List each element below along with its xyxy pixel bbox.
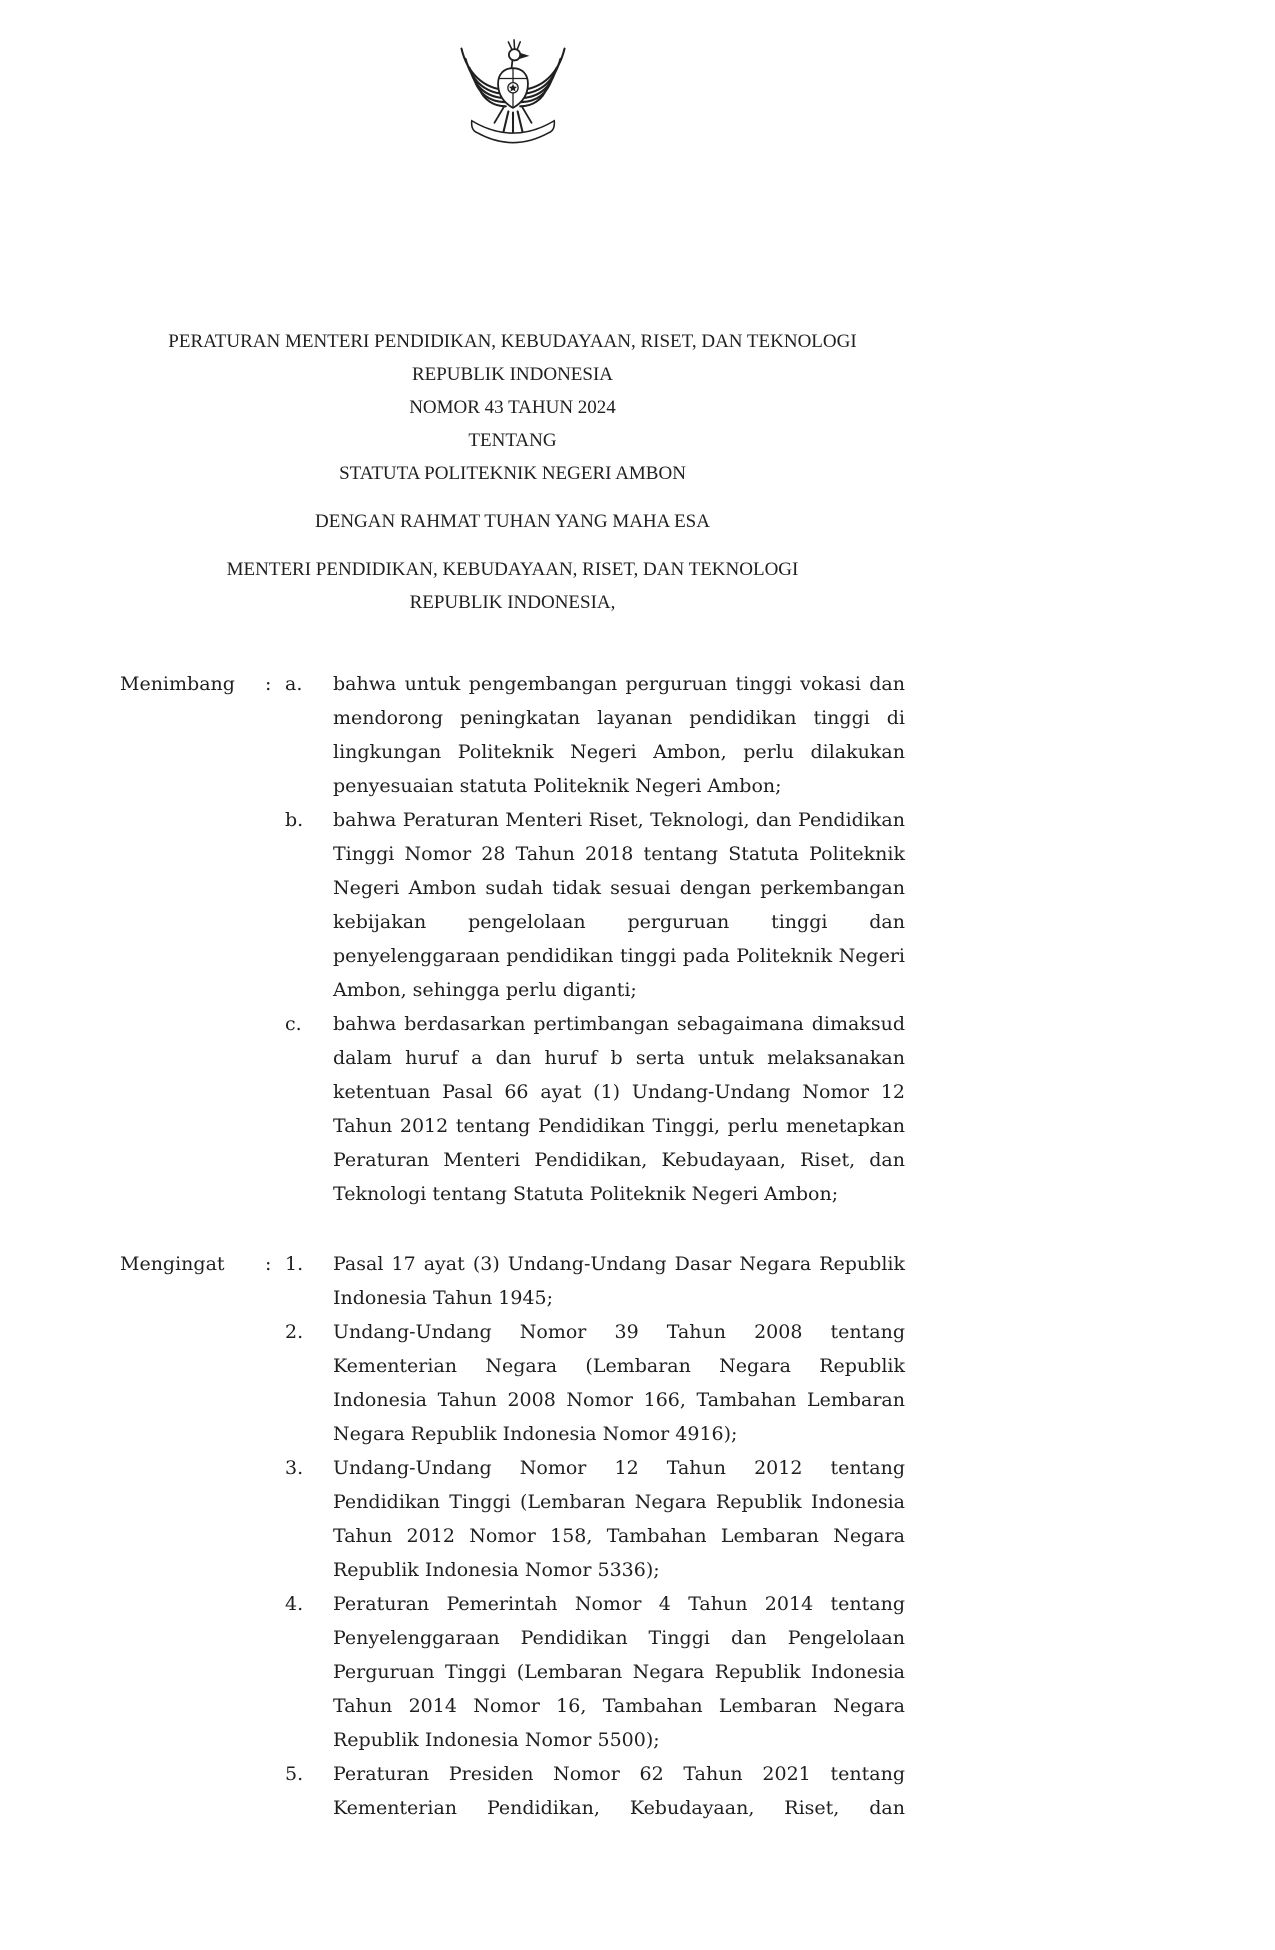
considering-section xyxy=(120,667,905,1211)
considering-colon: : xyxy=(265,673,272,695)
legal-basis-item-2 xyxy=(285,1315,905,1451)
considering-item-a xyxy=(285,667,905,803)
item-text: Peraturan Presiden Nomor 62 Tahun 2021 tentang Kementerian Pendidikan, Kebudayaan, Riset, dan xyxy=(333,1763,905,1819)
considering-item-b xyxy=(285,803,905,1007)
authority-block xyxy=(120,553,905,619)
legal-basis-item-5 xyxy=(285,1757,905,1825)
item-text: bahwa berdasarkan pertimbangan sebagaimana dimaksud dalam huruf a dan huruf b serta untuk melaksanakan ketentuan Pasal 66 ayat (1) Undang-Undang Nomor 12 Tahun 2012 tentang Pendidikan Tinggi, perlu menetapkan Peraturan Menteri Pendidikan, Kebudayaan, Riset, dan Teknologi tentang Statuta Politeknik Negeri Ambon; xyxy=(333,1013,905,1205)
item-text: Undang-Undang Nomor 39 Tahun 2008 tentang Kementerian Negara (Lembaran Negara Republik Indonesia Tahun 2008 Nomor 166, Tambahan Lembaran Negara Republik Indonesia Nomor 4916); xyxy=(333,1321,905,1445)
considering-item-c xyxy=(285,1007,905,1211)
item-text: Peraturan Pemerintah Nomor 4 Tahun 2014 tentang Penyelenggaraan Pendidikan Tinggi dan Pengelolaan Perguruan Tinggi (Lembaran Negara Republik Indonesia Tahun 2014 Nomor 16, Tambahan Lembaran Negara Republik Indonesia Nomor 5500); xyxy=(333,1593,905,1751)
item-text: bahwa Peraturan Menteri Riset, Teknologi, dan Pendidikan Tinggi Nomor 28 Tahun 2018 tentang Statuta Politeknik Negeri Ambon sudah tidak sesuai dengan perkembangan kebijakan pengelolaan perguruan tinggi dan penyelenggaraan pendidikan tinggi pada Politeknik Negeri Ambon, sehingga perlu diganti; xyxy=(333,809,905,1001)
authority-line-2: REPUBLIK INDONESIA, xyxy=(409,592,616,613)
item-text: Undang-Undang Nomor 12 Tahun 2012 tentang Pendidikan Tinggi (Lembaran Negara Republik Indonesia Tahun 2012 Nomor 158, Tambahan Lembaran Negara Republik Indonesia Nomor 5336); xyxy=(333,1457,905,1581)
legal-basis-item-3 xyxy=(285,1451,905,1587)
item-marker: 4. xyxy=(285,1593,304,1615)
item-marker: 2. xyxy=(285,1321,304,1343)
legal-basis-colon: : xyxy=(265,1253,272,1275)
item-text: Pasal 17 ayat (3) Undang-Undang Dasar Negara Republik Indonesia Tahun 1945; xyxy=(333,1253,905,1309)
garuda-pancasila-icon xyxy=(446,36,580,155)
authority-line-1: MENTERI PENDIDIKAN, KEBUDAYAAN, RISET, DAN TEKNOLOGI xyxy=(226,559,799,580)
legal-basis-item-1 xyxy=(285,1247,905,1315)
title-line-3: NOMOR 43 TAHUN 2024 xyxy=(409,397,616,418)
title-line-1: PERATURAN MENTERI PENDIDIKAN, KEBUDAYAAN, RISET, DAN TEKNOLOGI xyxy=(168,331,857,352)
title-line-2: REPUBLIK INDONESIA xyxy=(411,364,614,385)
document-content xyxy=(120,0,905,1825)
legal-basis-items xyxy=(285,1247,905,1825)
legal-basis-item-4 xyxy=(285,1587,905,1757)
item-marker: c. xyxy=(285,1013,302,1035)
legal-basis-label: Mengingat xyxy=(120,1253,225,1275)
emblem-header xyxy=(120,0,905,155)
item-marker: 1. xyxy=(285,1253,304,1275)
considering-label: Menimbang xyxy=(120,673,235,695)
item-marker: b. xyxy=(285,809,304,831)
title-block xyxy=(120,325,905,490)
item-marker: 3. xyxy=(285,1457,304,1479)
invocation-line: DENGAN RAHMAT TUHAN YANG MAHA ESA xyxy=(315,511,710,532)
considering-items xyxy=(285,667,905,1211)
garuda-head xyxy=(508,40,529,69)
title-line-5: STATUTA POLITEKNIK NEGERI AMBON xyxy=(339,463,686,484)
title-line-4: TENTANG xyxy=(468,430,557,451)
item-marker: a. xyxy=(285,673,303,695)
item-marker: 5. xyxy=(285,1763,304,1785)
item-text: bahwa untuk pengembangan perguruan tinggi vokasi dan mendorong peningkatan layanan pendidikan tinggi di lingkungan Politeknik Negeri Ambon, perlu dilakukan penyesuaian statuta Politeknik Negeri Ambon; xyxy=(333,673,905,797)
legal-basis-section xyxy=(120,1247,905,1825)
